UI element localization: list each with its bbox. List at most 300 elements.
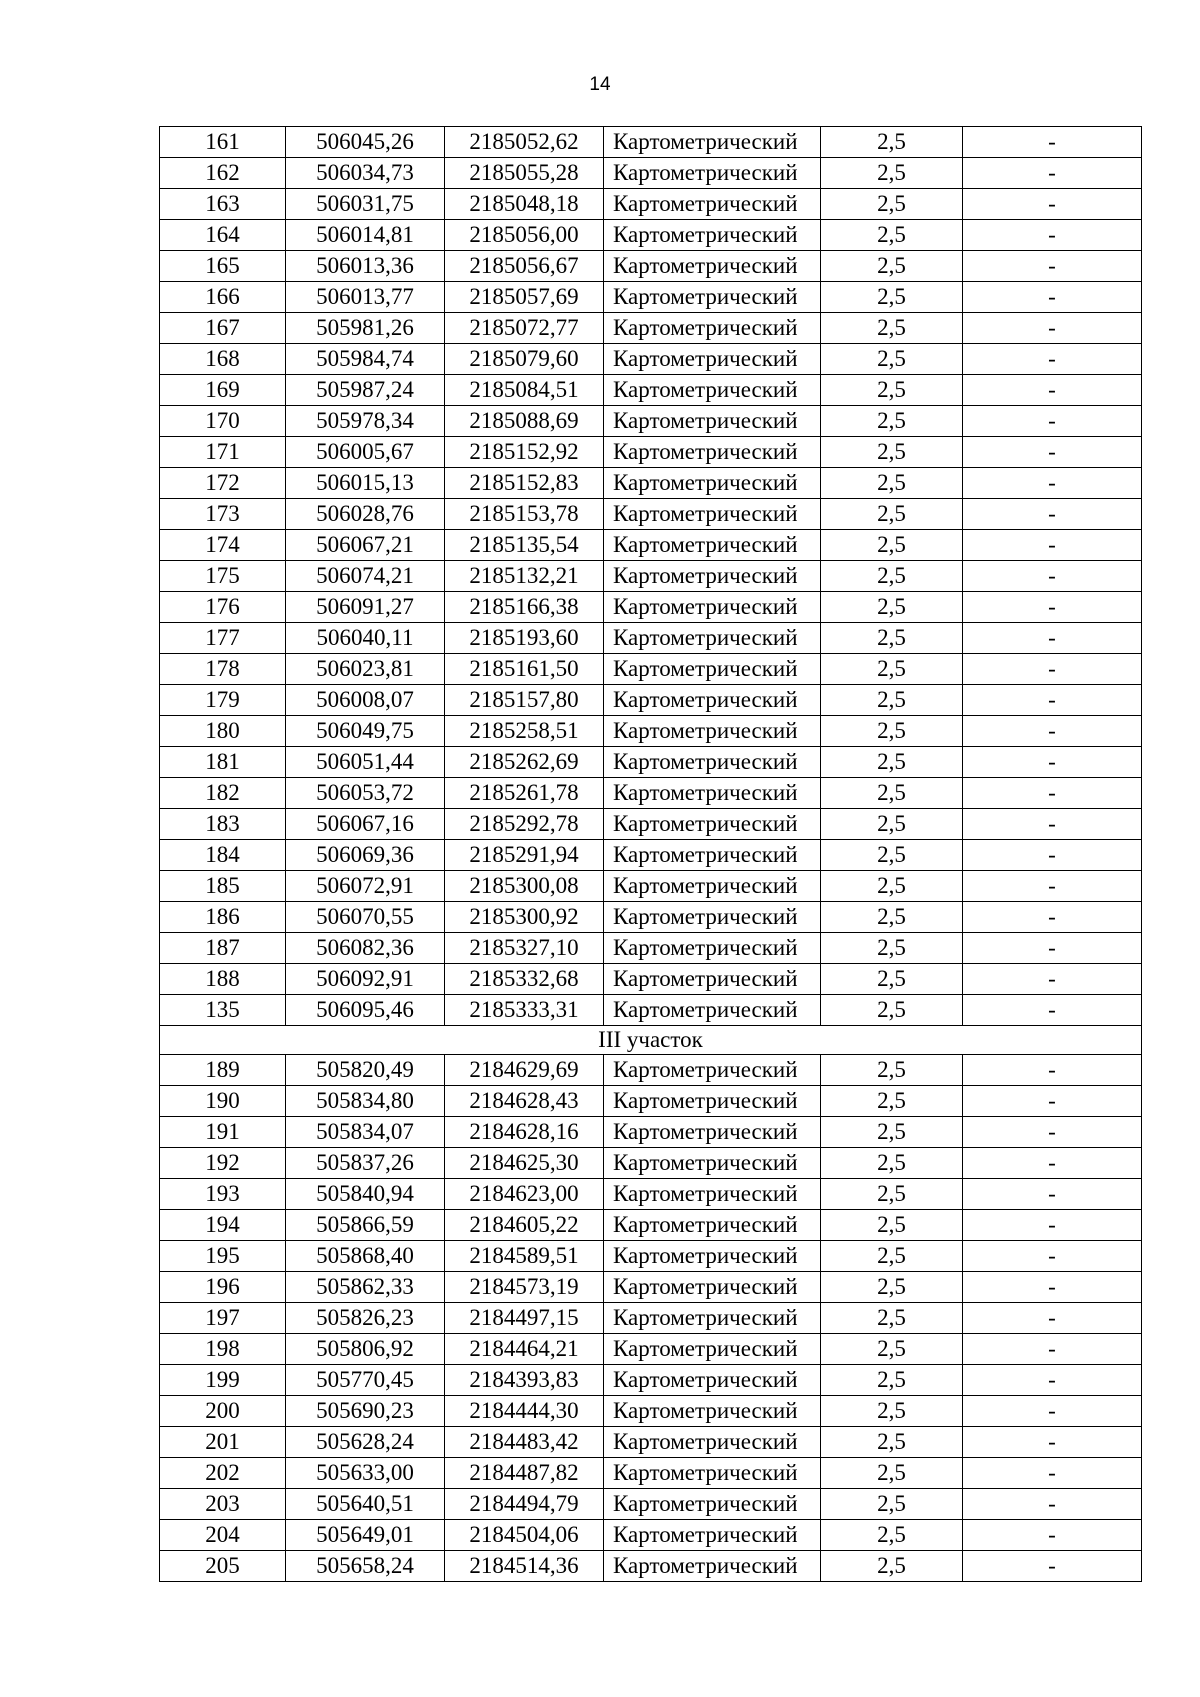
method-cell: Картометрический: [604, 1458, 821, 1489]
table-row: [160, 220, 1142, 251]
accuracy-cell: 2,5: [821, 1148, 963, 1179]
note-cell: -: [963, 840, 1142, 871]
method-cell: Картометрический: [604, 282, 821, 313]
accuracy-cell: 2,5: [821, 189, 963, 220]
y-coordinate-cell: 2184494,79: [445, 1489, 604, 1520]
accuracy-cell: 2,5: [821, 220, 963, 251]
method-cell: Картометрический: [604, 871, 821, 902]
method-cell: Картометрический: [604, 778, 821, 809]
x-coordinate-cell: 506031,75: [286, 189, 445, 220]
note-cell: -: [963, 530, 1142, 561]
x-coordinate-cell: 505866,59: [286, 1210, 445, 1241]
table-row: [160, 189, 1142, 220]
note-cell: -: [963, 685, 1142, 716]
accuracy-cell: 2,5: [821, 313, 963, 344]
method-cell: Картометрический: [604, 375, 821, 406]
table-row: [160, 1241, 1142, 1272]
note-cell: -: [963, 1458, 1142, 1489]
point-number-cell: 204: [160, 1520, 286, 1551]
x-coordinate-cell: 506074,21: [286, 561, 445, 592]
x-coordinate-cell: 505981,26: [286, 313, 445, 344]
table-row: [160, 406, 1142, 437]
accuracy-cell: 2,5: [821, 530, 963, 561]
table-row: [160, 127, 1142, 158]
accuracy-cell: 2,5: [821, 1427, 963, 1458]
table-row: [160, 1148, 1142, 1179]
x-coordinate-cell: 505984,74: [286, 344, 445, 375]
y-coordinate-cell: 2184487,82: [445, 1458, 604, 1489]
x-coordinate-cell: 506034,73: [286, 158, 445, 189]
note-cell: -: [963, 127, 1142, 158]
method-cell: Картометрический: [604, 1551, 821, 1582]
x-coordinate-cell: 506049,75: [286, 716, 445, 747]
accuracy-cell: 2,5: [821, 251, 963, 282]
y-coordinate-cell: 2185055,28: [445, 158, 604, 189]
accuracy-cell: 2,5: [821, 1458, 963, 1489]
accuracy-cell: 2,5: [821, 561, 963, 592]
y-coordinate-cell: 2185084,51: [445, 375, 604, 406]
table-row: [160, 1272, 1142, 1303]
page-number: 14: [589, 74, 611, 95]
point-number-cell: 190: [160, 1086, 286, 1117]
x-coordinate-cell: 505834,80: [286, 1086, 445, 1117]
method-cell: Картометрический: [604, 1396, 821, 1427]
method-cell: Картометрический: [604, 654, 821, 685]
note-cell: -: [963, 716, 1142, 747]
accuracy-cell: 2,5: [821, 282, 963, 313]
y-coordinate-cell: 2184629,69: [445, 1055, 604, 1086]
method-cell: Картометрический: [604, 406, 821, 437]
table-row: [160, 1458, 1142, 1489]
y-coordinate-cell: 2184589,51: [445, 1241, 604, 1272]
table-row: [160, 530, 1142, 561]
y-coordinate-cell: 2184514,36: [445, 1551, 604, 1582]
note-cell: -: [963, 809, 1142, 840]
y-coordinate-cell: 2184504,06: [445, 1520, 604, 1551]
y-coordinate-cell: 2185332,68: [445, 964, 604, 995]
table-row: [160, 623, 1142, 654]
table-row: [160, 840, 1142, 871]
point-number-cell: 196: [160, 1272, 286, 1303]
method-cell: Картометрический: [604, 1489, 821, 1520]
point-number-cell: 168: [160, 344, 286, 375]
x-coordinate-cell: 505868,40: [286, 1241, 445, 1272]
x-coordinate-cell: 506008,07: [286, 685, 445, 716]
table-row: [160, 158, 1142, 189]
method-cell: Картометрический: [604, 747, 821, 778]
point-number-cell: 161: [160, 127, 286, 158]
table-row: [160, 1179, 1142, 1210]
y-coordinate-cell: 2185072,77: [445, 313, 604, 344]
y-coordinate-cell: 2185161,50: [445, 654, 604, 685]
note-cell: -: [963, 1489, 1142, 1520]
method-cell: Картометрический: [604, 1520, 821, 1551]
note-cell: -: [963, 871, 1142, 902]
method-cell: Картометрический: [604, 1210, 821, 1241]
note-cell: -: [963, 623, 1142, 654]
note-cell: -: [963, 375, 1142, 406]
note-cell: -: [963, 437, 1142, 468]
table-row: [160, 747, 1142, 778]
y-coordinate-cell: 2185132,21: [445, 561, 604, 592]
y-coordinate-cell: 2185157,80: [445, 685, 604, 716]
method-cell: Картометрический: [604, 468, 821, 499]
x-coordinate-cell: 505820,49: [286, 1055, 445, 1086]
point-number-cell: 203: [160, 1489, 286, 1520]
point-number-cell: 165: [160, 251, 286, 282]
point-number-cell: 189: [160, 1055, 286, 1086]
note-cell: -: [963, 902, 1142, 933]
note-cell: -: [963, 747, 1142, 778]
y-coordinate-cell: 2185258,51: [445, 716, 604, 747]
point-number-cell: 174: [160, 530, 286, 561]
note-cell: -: [963, 1179, 1142, 1210]
note-cell: -: [963, 1117, 1142, 1148]
point-number-cell: 198: [160, 1334, 286, 1365]
accuracy-cell: 2,5: [821, 1055, 963, 1086]
note-cell: -: [963, 344, 1142, 375]
x-coordinate-cell: 505840,94: [286, 1179, 445, 1210]
x-coordinate-cell: 505649,01: [286, 1520, 445, 1551]
table-row: [160, 1489, 1142, 1520]
accuracy-cell: 2,5: [821, 871, 963, 902]
accuracy-cell: 2,5: [821, 716, 963, 747]
x-coordinate-cell: 505834,07: [286, 1117, 445, 1148]
note-cell: -: [963, 1365, 1142, 1396]
x-coordinate-cell: 506045,26: [286, 127, 445, 158]
note-cell: -: [963, 964, 1142, 995]
y-coordinate-cell: 2185193,60: [445, 623, 604, 654]
method-cell: Картометрический: [604, 313, 821, 344]
x-coordinate-cell: 506053,72: [286, 778, 445, 809]
x-coordinate-cell: 506028,76: [286, 499, 445, 530]
note-cell: -: [963, 189, 1142, 220]
accuracy-cell: 2,5: [821, 1117, 963, 1148]
x-coordinate-cell: 506082,36: [286, 933, 445, 964]
coordinates-table: [159, 126, 1142, 1582]
table-row: [160, 375, 1142, 406]
note-cell: -: [963, 1210, 1142, 1241]
method-cell: Картометрический: [604, 933, 821, 964]
note-cell: -: [963, 1303, 1142, 1334]
point-number-cell: 197: [160, 1303, 286, 1334]
y-coordinate-cell: 2185153,78: [445, 499, 604, 530]
method-cell: Картометрический: [604, 189, 821, 220]
y-coordinate-cell: 2185261,78: [445, 778, 604, 809]
y-coordinate-cell: 2184483,42: [445, 1427, 604, 1458]
accuracy-cell: 2,5: [821, 654, 963, 685]
table-row: [160, 778, 1142, 809]
point-number-cell: 184: [160, 840, 286, 871]
y-coordinate-cell: 2184393,83: [445, 1365, 604, 1396]
accuracy-cell: 2,5: [821, 437, 963, 468]
note-cell: -: [963, 1396, 1142, 1427]
y-coordinate-cell: 2185135,54: [445, 530, 604, 561]
note-cell: -: [963, 1086, 1142, 1117]
y-coordinate-cell: 2184464,21: [445, 1334, 604, 1365]
x-coordinate-cell: 505658,24: [286, 1551, 445, 1582]
y-coordinate-cell: 2184623,00: [445, 1179, 604, 1210]
point-number-cell: 191: [160, 1117, 286, 1148]
table-row: [160, 716, 1142, 747]
point-number-cell: 183: [160, 809, 286, 840]
y-coordinate-cell: 2185048,18: [445, 189, 604, 220]
y-coordinate-cell: 2184444,30: [445, 1396, 604, 1427]
y-coordinate-cell: 2184628,43: [445, 1086, 604, 1117]
note-cell: -: [963, 251, 1142, 282]
note-cell: -: [963, 220, 1142, 251]
accuracy-cell: 2,5: [821, 158, 963, 189]
point-number-cell: 205: [160, 1551, 286, 1582]
note-cell: -: [963, 1241, 1142, 1272]
method-cell: Картометрический: [604, 127, 821, 158]
table-row: [160, 592, 1142, 623]
table-row: [160, 871, 1142, 902]
y-coordinate-cell: 2185057,69: [445, 282, 604, 313]
note-cell: -: [963, 1272, 1142, 1303]
x-coordinate-cell: 505690,23: [286, 1396, 445, 1427]
note-cell: -: [963, 1148, 1142, 1179]
y-coordinate-cell: 2184605,22: [445, 1210, 604, 1241]
y-coordinate-cell: 2185300,92: [445, 902, 604, 933]
point-number-cell: 202: [160, 1458, 286, 1489]
accuracy-cell: 2,5: [821, 375, 963, 406]
section-header-row: [160, 1026, 1142, 1055]
y-coordinate-cell: 2184625,30: [445, 1148, 604, 1179]
y-coordinate-cell: 2185152,92: [445, 437, 604, 468]
accuracy-cell: 2,5: [821, 1396, 963, 1427]
note-cell: -: [963, 499, 1142, 530]
method-cell: Картометрический: [604, 1365, 821, 1396]
y-coordinate-cell: 2185300,08: [445, 871, 604, 902]
note-cell: -: [963, 1551, 1142, 1582]
y-coordinate-cell: 2184573,19: [445, 1272, 604, 1303]
accuracy-cell: 2,5: [821, 592, 963, 623]
table-row: [160, 437, 1142, 468]
x-coordinate-cell: 505633,00: [286, 1458, 445, 1489]
accuracy-cell: 2,5: [821, 1210, 963, 1241]
point-number-cell: 170: [160, 406, 286, 437]
method-cell: Картометрический: [604, 1303, 821, 1334]
x-coordinate-cell: 506023,81: [286, 654, 445, 685]
point-number-cell: 181: [160, 747, 286, 778]
method-cell: Картометрический: [604, 685, 821, 716]
accuracy-cell: 2,5: [821, 623, 963, 654]
point-number-cell: 186: [160, 902, 286, 933]
method-cell: Картометрический: [604, 1334, 821, 1365]
accuracy-cell: 2,5: [821, 685, 963, 716]
point-number-cell: 166: [160, 282, 286, 313]
point-number-cell: 194: [160, 1210, 286, 1241]
accuracy-cell: 2,5: [821, 1086, 963, 1117]
y-coordinate-cell: 2185079,60: [445, 344, 604, 375]
method-cell: Картометрический: [604, 499, 821, 530]
table-row: [160, 964, 1142, 995]
point-number-cell: 172: [160, 468, 286, 499]
table-row: [160, 1427, 1142, 1458]
x-coordinate-cell: 506092,91: [286, 964, 445, 995]
accuracy-cell: 2,5: [821, 1272, 963, 1303]
method-cell: Картометрический: [604, 158, 821, 189]
accuracy-cell: 2,5: [821, 406, 963, 437]
accuracy-cell: 2,5: [821, 344, 963, 375]
x-coordinate-cell: 506070,55: [286, 902, 445, 933]
x-coordinate-cell: 506095,46: [286, 995, 445, 1026]
accuracy-cell: 2,5: [821, 1365, 963, 1396]
table-row: [160, 313, 1142, 344]
note-cell: -: [963, 282, 1142, 313]
point-number-cell: 192: [160, 1148, 286, 1179]
y-coordinate-cell: 2185052,62: [445, 127, 604, 158]
table-row: [160, 1117, 1142, 1148]
table-row: [160, 344, 1142, 375]
point-number-cell: 188: [160, 964, 286, 995]
accuracy-cell: 2,5: [821, 468, 963, 499]
note-cell: -: [963, 654, 1142, 685]
y-coordinate-cell: 2184497,15: [445, 1303, 604, 1334]
method-cell: Картометрический: [604, 530, 821, 561]
note-cell: -: [963, 468, 1142, 499]
note-cell: -: [963, 592, 1142, 623]
note-cell: -: [963, 406, 1142, 437]
note-cell: -: [963, 1334, 1142, 1365]
point-number-cell: 179: [160, 685, 286, 716]
method-cell: Картометрический: [604, 623, 821, 654]
method-cell: Картометрический: [604, 1117, 821, 1148]
method-cell: Картометрический: [604, 995, 821, 1026]
point-number-cell: 173: [160, 499, 286, 530]
x-coordinate-cell: 505770,45: [286, 1365, 445, 1396]
accuracy-cell: 2,5: [821, 809, 963, 840]
note-cell: -: [963, 778, 1142, 809]
table-row: [160, 902, 1142, 933]
note-cell: -: [963, 158, 1142, 189]
point-number-cell: 199: [160, 1365, 286, 1396]
method-cell: Картометрический: [604, 840, 821, 871]
y-coordinate-cell: 2184628,16: [445, 1117, 604, 1148]
x-coordinate-cell: 505987,24: [286, 375, 445, 406]
accuracy-cell: 2,5: [821, 747, 963, 778]
point-number-cell: 162: [160, 158, 286, 189]
method-cell: Картометрический: [604, 592, 821, 623]
x-coordinate-cell: 505862,33: [286, 1272, 445, 1303]
method-cell: Картометрический: [604, 437, 821, 468]
y-coordinate-cell: 2185056,67: [445, 251, 604, 282]
method-cell: Картометрический: [604, 1241, 821, 1272]
y-coordinate-cell: 2185291,94: [445, 840, 604, 871]
point-number-cell: 182: [160, 778, 286, 809]
method-cell: Картометрический: [604, 902, 821, 933]
method-cell: Картометрический: [604, 964, 821, 995]
point-number-cell: 164: [160, 220, 286, 251]
y-coordinate-cell: 2185292,78: [445, 809, 604, 840]
x-coordinate-cell: 506005,67: [286, 437, 445, 468]
table-row: [160, 1303, 1142, 1334]
x-coordinate-cell: 506069,36: [286, 840, 445, 871]
x-coordinate-cell: 506040,11: [286, 623, 445, 654]
section-title: III участок: [160, 1026, 1142, 1055]
accuracy-cell: 2,5: [821, 1489, 963, 1520]
accuracy-cell: 2,5: [821, 840, 963, 871]
x-coordinate-cell: 505628,24: [286, 1427, 445, 1458]
point-number-cell: 169: [160, 375, 286, 406]
table-row: [160, 685, 1142, 716]
accuracy-cell: 2,5: [821, 1303, 963, 1334]
x-coordinate-cell: 506067,21: [286, 530, 445, 561]
table-row: [160, 654, 1142, 685]
point-number-cell: 175: [160, 561, 286, 592]
table-row: [160, 1396, 1142, 1427]
accuracy-cell: 2,5: [821, 127, 963, 158]
table-row: [160, 468, 1142, 499]
method-cell: Картометрический: [604, 220, 821, 251]
accuracy-cell: 2,5: [821, 964, 963, 995]
y-coordinate-cell: 2185056,00: [445, 220, 604, 251]
table-row: [160, 809, 1142, 840]
y-coordinate-cell: 2185262,69: [445, 747, 604, 778]
table-row: [160, 251, 1142, 282]
x-coordinate-cell: 506013,77: [286, 282, 445, 313]
method-cell: Картометрический: [604, 1272, 821, 1303]
point-number-cell: 178: [160, 654, 286, 685]
note-cell: -: [963, 995, 1142, 1026]
method-cell: Картометрический: [604, 1086, 821, 1117]
table-row: [160, 561, 1142, 592]
point-number-cell: 167: [160, 313, 286, 344]
y-coordinate-cell: 2185088,69: [445, 406, 604, 437]
method-cell: Картометрический: [604, 251, 821, 282]
x-coordinate-cell: 506051,44: [286, 747, 445, 778]
note-cell: -: [963, 313, 1142, 344]
accuracy-cell: 2,5: [821, 1551, 963, 1582]
method-cell: Картометрический: [604, 809, 821, 840]
x-coordinate-cell: 505806,92: [286, 1334, 445, 1365]
point-number-cell: 193: [160, 1179, 286, 1210]
table-row: [160, 282, 1142, 313]
y-coordinate-cell: 2185333,31: [445, 995, 604, 1026]
accuracy-cell: 2,5: [821, 933, 963, 964]
x-coordinate-cell: 505640,51: [286, 1489, 445, 1520]
accuracy-cell: 2,5: [821, 1241, 963, 1272]
method-cell: Картометрический: [604, 1055, 821, 1086]
table-row: [160, 1520, 1142, 1551]
point-number-cell: 180: [160, 716, 286, 747]
accuracy-cell: 2,5: [821, 778, 963, 809]
x-coordinate-cell: 506014,81: [286, 220, 445, 251]
accuracy-cell: 2,5: [821, 902, 963, 933]
y-coordinate-cell: 2185152,83: [445, 468, 604, 499]
note-cell: -: [963, 933, 1142, 964]
method-cell: Картометрический: [604, 561, 821, 592]
x-coordinate-cell: 506072,91: [286, 871, 445, 902]
point-number-cell: 201: [160, 1427, 286, 1458]
x-coordinate-cell: 505826,23: [286, 1303, 445, 1334]
point-number-cell: 187: [160, 933, 286, 964]
accuracy-cell: 2,5: [821, 1520, 963, 1551]
accuracy-cell: 2,5: [821, 1179, 963, 1210]
table-row: [160, 995, 1142, 1026]
method-cell: Картометрический: [604, 1148, 821, 1179]
table-row: [160, 933, 1142, 964]
point-number-cell: 171: [160, 437, 286, 468]
point-number-cell: 200: [160, 1396, 286, 1427]
table-row: [160, 1210, 1142, 1241]
note-cell: -: [963, 1520, 1142, 1551]
table-row: [160, 1551, 1142, 1582]
x-coordinate-cell: 505837,26: [286, 1148, 445, 1179]
x-coordinate-cell: 506091,27: [286, 592, 445, 623]
accuracy-cell: 2,5: [821, 499, 963, 530]
